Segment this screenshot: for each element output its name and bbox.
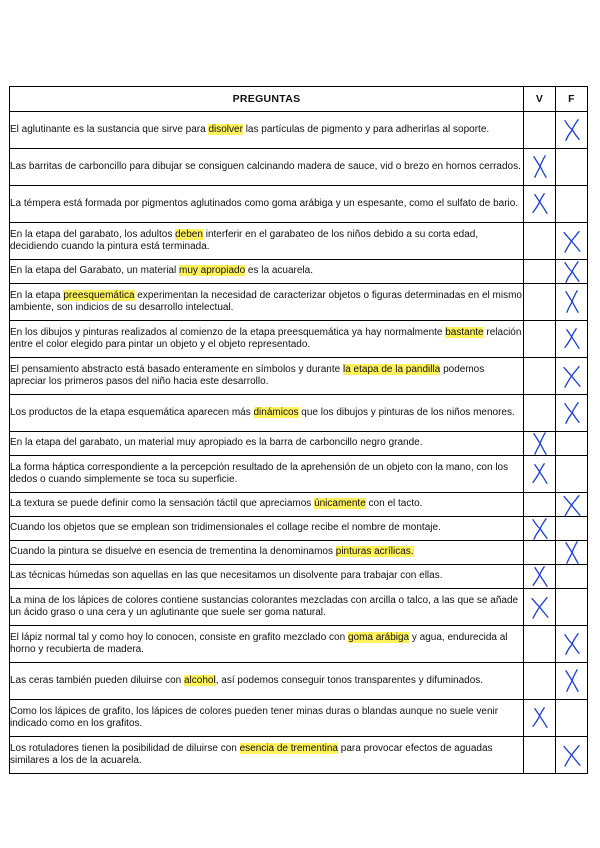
question-text xyxy=(10,626,524,663)
highlighted-text: bastante xyxy=(445,326,484,338)
question-row xyxy=(10,260,588,284)
handwritten-x-icon xyxy=(561,288,583,316)
highlighted-text: alcohol xyxy=(184,674,216,686)
true-answer-cell[interactable] xyxy=(524,223,556,260)
true-answer-cell[interactable] xyxy=(524,663,556,700)
question-text-segment: Las barritas de carboncillo para dibujar se consiguen calcinando madera de sauce, vid o brezo en hornos cerrados. xyxy=(10,160,521,172)
question-row xyxy=(10,112,588,149)
question-text-segment: El aglutinante es la sustancia que sirve para xyxy=(10,123,209,135)
table-header-row xyxy=(10,87,588,112)
question-row xyxy=(10,626,588,663)
true-answer-cell[interactable] xyxy=(524,395,556,432)
highlighted-text: pinturas acrílicas. xyxy=(335,546,414,558)
handwritten-x-icon xyxy=(561,667,583,695)
question-row xyxy=(10,395,588,432)
question-text-segment: las partículas de pigmento y para adherirlas al soporte. xyxy=(242,123,490,135)
question-text-segment: que los dibujos y pinturas de los niños menores. xyxy=(298,406,515,418)
question-rows xyxy=(10,112,588,774)
question-text-segment: Las técnicas húmedas son aquellas en las que necesitamos un disolvente para trabajar con ellas. xyxy=(10,570,443,582)
question-row xyxy=(10,663,588,700)
true-false-table xyxy=(9,86,588,774)
true-answer-cell[interactable] xyxy=(524,737,556,774)
handwritten-x-icon xyxy=(561,227,583,255)
handwritten-x-icon xyxy=(561,491,583,519)
highlighted-text: muy apropiado xyxy=(179,265,246,277)
false-answer-cell[interactable] xyxy=(556,149,588,186)
question-text xyxy=(10,565,524,589)
question-row xyxy=(10,493,588,517)
true-answer-cell[interactable] xyxy=(524,589,556,626)
handwritten-x-icon xyxy=(529,430,551,458)
question-text-segment: experimentan la necesidad de caracterizar objetos o figuras determinadas en el mismo ambiente, son indicios de su desarrollo intelectual. xyxy=(10,289,522,313)
true-answer-cell[interactable] xyxy=(524,321,556,358)
question-text-segment: La témpera está formada por pigmentos aglutinados como goma arábiga y un espesante, como el sulfato de bario. xyxy=(10,197,519,209)
true-answer-cell[interactable] xyxy=(524,149,556,186)
handwritten-x-icon xyxy=(561,399,583,427)
question-row xyxy=(10,541,588,565)
question-text-segment: En la etapa del garabato, un material muy apropiado es la barra de carboncillo negro grande. xyxy=(10,437,423,449)
question-row xyxy=(10,284,588,321)
question-row xyxy=(10,589,588,626)
question-text xyxy=(10,456,524,493)
question-text-segment: Los productos de la etapa esquemática aparecen más xyxy=(10,406,254,418)
question-text-segment: En la etapa xyxy=(10,289,64,301)
false-answer-cell[interactable] xyxy=(556,663,588,700)
question-text-segment: es la acuarela. xyxy=(245,265,313,277)
question-text xyxy=(10,284,524,321)
false-answer-cell[interactable] xyxy=(556,186,588,223)
question-text-segment: En la etapa del garabato, los adultos xyxy=(10,228,176,240)
handwritten-x-icon xyxy=(529,593,551,621)
question-text xyxy=(10,260,524,284)
true-answer-cell[interactable] xyxy=(524,284,556,321)
handwritten-x-icon xyxy=(529,153,551,181)
false-answer-cell[interactable] xyxy=(556,223,588,260)
question-text-segment: Como los lápices de grafito, los lápices de colores pueden tener minas duras o blandas aunque no suele venir indicado como en los grafitos. xyxy=(10,705,499,729)
question-text xyxy=(10,149,524,186)
question-text xyxy=(10,432,524,456)
false-answer-cell[interactable] xyxy=(556,284,588,321)
question-text xyxy=(10,589,524,626)
false-answer-cell[interactable] xyxy=(556,493,588,517)
highlighted-text: la etapa de la pandilla xyxy=(342,363,441,375)
handwritten-x-icon xyxy=(561,741,583,769)
question-text-segment: Las ceras también pueden diluirse con xyxy=(10,674,184,686)
true-answer-cell[interactable] xyxy=(524,186,556,223)
false-answer-cell[interactable] xyxy=(556,737,588,774)
question-text-segment: y agua, endurecida al horno y recubierta de madera. xyxy=(10,631,508,655)
handwritten-x-icon xyxy=(561,325,583,353)
question-text-segment: Los rotuladores tienen la posibilidad de diluirse con xyxy=(10,742,240,754)
question-text-segment: La forma háptica correspondiente a la percepción resultado de la aprehensión de un objeto con la mano, con los dedos o cuando simplemente se toca su superficie. xyxy=(10,461,509,485)
false-answer-cell[interactable] xyxy=(556,395,588,432)
question-text-segment: El pensamiento abstracto está basado enteramente en símbolos y durante xyxy=(10,363,343,375)
question-text-segment: relación entre el color elegido para pintar un objeto y el objeto representado. xyxy=(10,326,522,350)
false-answer-cell[interactable] xyxy=(556,565,588,589)
true-answer-cell[interactable] xyxy=(524,565,556,589)
question-text xyxy=(10,223,524,260)
question-text xyxy=(10,541,524,565)
handwritten-x-icon xyxy=(561,258,583,286)
false-answer-cell[interactable] xyxy=(556,432,588,456)
question-text-segment: para provocar efectos de aguadas similares a los de la acuarela. xyxy=(10,742,493,766)
false-answer-cell[interactable] xyxy=(556,358,588,395)
handwritten-x-icon xyxy=(529,563,551,591)
question-text xyxy=(10,358,524,395)
question-text-segment: con el tacto. xyxy=(365,498,423,510)
question-row xyxy=(10,223,588,260)
handwritten-x-icon xyxy=(529,515,551,543)
handwritten-x-icon xyxy=(529,704,551,732)
true-answer-cell[interactable] xyxy=(524,456,556,493)
question-text xyxy=(10,737,524,774)
question-text xyxy=(10,395,524,432)
question-row xyxy=(10,149,588,186)
question-row xyxy=(10,432,588,456)
question-row xyxy=(10,565,588,589)
question-text-segment: El lápiz normal tal y como hoy lo conocen, consiste en grafito mezclado con xyxy=(10,631,348,643)
highlighted-text: esencia de trementina xyxy=(239,742,338,754)
question-row xyxy=(10,737,588,774)
true-answer-cell[interactable] xyxy=(524,112,556,149)
highlighted-text: únicamente xyxy=(314,498,366,510)
handwritten-x-icon xyxy=(561,630,583,658)
true-answer-cell[interactable] xyxy=(524,541,556,565)
header-questions: PREGUNTAS xyxy=(10,87,524,112)
question-text xyxy=(10,663,524,700)
false-answer-cell[interactable] xyxy=(556,541,588,565)
false-answer-cell[interactable] xyxy=(556,112,588,149)
false-answer-cell[interactable] xyxy=(556,517,588,541)
highlighted-text: preesquemática xyxy=(63,289,135,301)
highlighted-text: deben xyxy=(175,228,203,240)
question-text xyxy=(10,186,524,223)
question-row xyxy=(10,321,588,358)
false-answer-cell[interactable] xyxy=(556,589,588,626)
highlighted-text: goma arábiga xyxy=(347,631,410,643)
true-answer-cell[interactable] xyxy=(524,432,556,456)
question-text xyxy=(10,321,524,358)
highlighted-text: dinámicos xyxy=(253,406,299,418)
false-answer-cell[interactable] xyxy=(556,260,588,284)
question-text xyxy=(10,517,524,541)
true-answer-cell[interactable] xyxy=(524,626,556,663)
question-text-segment: Cuando los objetos que se emplean son tridimensionales el collage recibe el nombre de montaje. xyxy=(10,522,441,534)
false-answer-cell[interactable] xyxy=(556,321,588,358)
true-answer-cell[interactable] xyxy=(524,358,556,395)
header-false: F xyxy=(556,87,588,112)
handwritten-x-icon xyxy=(561,539,583,567)
question-text-segment: podemos apreciar los primeros pasos del niño hacia este desarrollo. xyxy=(10,363,485,387)
question-text-segment: , así podemos conseguir tonos transparentes y difuminados. xyxy=(215,674,484,686)
false-answer-cell[interactable] xyxy=(556,626,588,663)
question-text-segment: interferir en el garabateo de los niños debido a su corta edad, decidiendo cuando la pintura está terminada. xyxy=(10,228,479,252)
question-text-segment: La textura se puede definir como la sensación táctil que apreciamos xyxy=(10,498,315,510)
question-text-segment: En los dibujos y pinturas realizados al comienzo de la etapa preesquemática ya hay normalmente xyxy=(10,326,446,338)
question-text xyxy=(10,700,524,737)
question-row xyxy=(10,358,588,395)
true-answer-cell[interactable] xyxy=(524,493,556,517)
question-row xyxy=(10,456,588,493)
question-text-segment: En la etapa del Garabato, un material xyxy=(10,265,179,277)
handwritten-x-icon xyxy=(561,362,583,390)
true-answer-cell[interactable] xyxy=(524,260,556,284)
question-text-segment: La mina de los lápices de colores contiene sustancias colorantes mezcladas con arcilla o talco, a las que se añade un ácido graso o una cera y un aglutinante que suele ser goma natural. xyxy=(10,594,519,618)
question-row xyxy=(10,186,588,223)
handwritten-x-icon xyxy=(529,190,551,218)
question-text-segment: Cuando la pintura se disuelve en esencia de trementina la denominamos xyxy=(10,546,336,558)
question-row xyxy=(10,517,588,541)
handwritten-x-icon xyxy=(529,460,551,488)
question-text xyxy=(10,493,524,517)
header-true: V xyxy=(524,87,556,112)
highlighted-text: disolver xyxy=(208,123,243,135)
question-row xyxy=(10,700,588,737)
question-text xyxy=(10,112,524,149)
handwritten-x-icon xyxy=(561,116,583,144)
false-answer-cell[interactable] xyxy=(556,456,588,493)
false-answer-cell[interactable] xyxy=(556,700,588,737)
true-answer-cell[interactable] xyxy=(524,517,556,541)
true-answer-cell[interactable] xyxy=(524,700,556,737)
